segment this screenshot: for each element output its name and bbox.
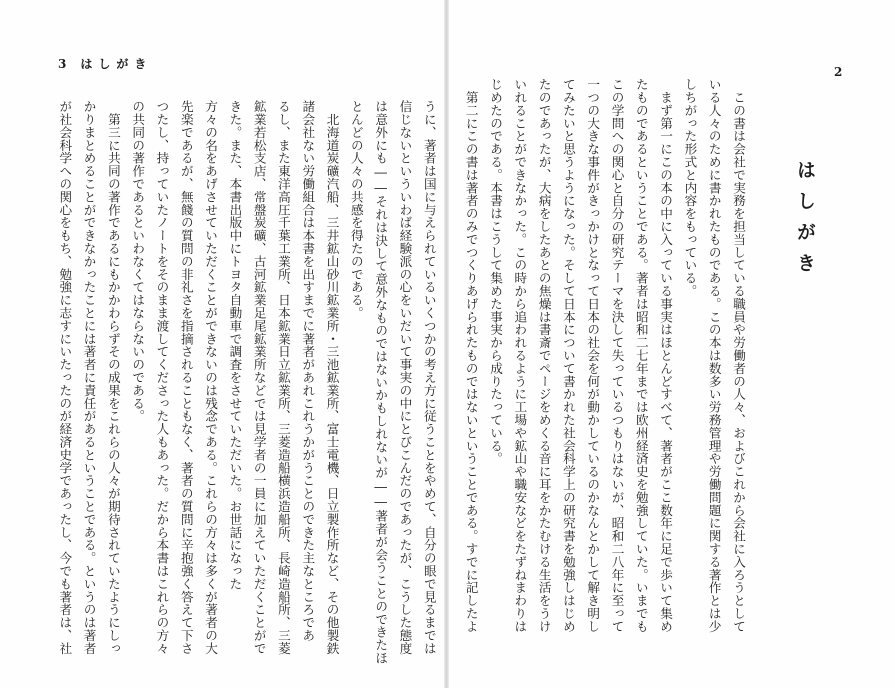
text-line: が社会科学への関心をもち、勉強に志すにいたったのが経済史学であったし、今でも著者は、社 — [57, 100, 73, 655]
text-line: つたし、持っていたノートをそのまま渡してくださった人もあった。だから本書はこれらの方々 — [154, 100, 170, 655]
text-line: は意外にも――それは決して意外なものではないかもしれないが――著者が会うことのできたほ — [373, 100, 389, 665]
text-line: じめたのである。本書はこうして集めた事実から成りたっている。 — [488, 78, 504, 465]
text-line: 第二にこの書は著者のみでつくりあげられたものではないということである。すでに記したよ — [463, 78, 479, 633]
text-line: きた。また、本書出版中にトヨタ自動車で調査をさせていただいた。お世話になった — [227, 100, 243, 591]
text-line: しちがった形式と内容をもっている。 — [682, 78, 698, 298]
right-page-body — [463, 78, 750, 633]
text-line: てみたいと思うようになった。そして日本について書かれた社会科学上の研究書を勉強しはじめ — [560, 78, 576, 633]
text-line: いる人々のために書かれたものである。この本は数多い労務管理や労働問題に関する著作とは少 — [706, 78, 722, 633]
text-line: 鉱業若松支店、常盤炭礦、古河鉱業足尾鉱業所などでは見学者の一員に加えていただくことがで — [251, 100, 267, 655]
text-line: るし、また東洋高圧千葉工業所、日本鉱業日立鉱業所、三菱造船横浜造船所、長崎造船所、三菱 — [275, 100, 291, 655]
text-line: 諸会社ない労働組合は本書を出すまでに著者があれこれうかがうことのできた主なところであ — [300, 100, 316, 642]
text-line: この書は会社で実務を担当している職員や労働者の人々、およびこれから会社に入ろうとして — [731, 78, 746, 633]
text-line: たのであったが、大病をしたあとの焦燥は書斎でページをめくる音に耳をかたむける生活をうけ — [536, 78, 552, 633]
text-line: 一つの大きな事件がきっかけとなって日本の社会を何が動かしているのかなんとかして解き明し — [585, 78, 601, 633]
text-line: 方々の名をあげさせていただくことができないのは残念である。これらの方々は多くが著者の大 — [203, 100, 219, 655]
chapter-title: はしがき — [794, 160, 816, 284]
page-gutter — [444, 0, 449, 688]
text-line: 信じないといういわば経験派の心をいだいて事実の中にとびこんだのであったが、こうした態度 — [397, 100, 413, 655]
left-page-body — [52, 100, 437, 665]
text-line: いれることができなかった。この時から追われるように工場や鉱山や職安などをたずねまわりは — [512, 78, 528, 633]
text-line: 先楽であるが、無餞の質問の非礼さを指摘されることもなく、著者の質問に辛抱強く答えて下さ — [178, 100, 194, 655]
text-line: 北海道炭礦汽船、三井鉱山砂川鉱業所・三池鉱業所、富士電機、日立製作所など、その他製鉄 — [324, 100, 340, 655]
left-page-number: 3 — [58, 57, 73, 71]
text-line: とんどの人々の共感を得たのである。 — [348, 100, 364, 320]
text-line: うに、著者は国に与えられているいくつかの考え方に従うことをやめて、自分の眼で見るまでは — [421, 100, 437, 655]
text-line: の共同の著作であるといわなくてはならないのである。 — [130, 100, 146, 423]
text-line: たものであるということである。著者は昭和二七年までは欧州経済史を勉強していた。いまでも — [633, 78, 649, 633]
left-page-header — [58, 58, 152, 70]
text-line: かりまとめることができなかったことには著者に責任があるということである。というのは著者 — [81, 100, 97, 655]
right-page-number: 2 — [834, 65, 843, 79]
text-line: この学問への関心と自分の研究テーマを決して失っているつもりはないが、昭和二八年に至って — [609, 78, 625, 633]
text-line: 第三に共同の著作であるにもかかわらずその成果をこれらの人々が期待されていたようにしっ — [105, 100, 121, 655]
text-line: まず第一にこの本の中に入っている事実はほとんどすべて、著者がここ数年に足で歩いて集め — [658, 78, 674, 633]
left-running-head: はしがき — [80, 57, 153, 71]
